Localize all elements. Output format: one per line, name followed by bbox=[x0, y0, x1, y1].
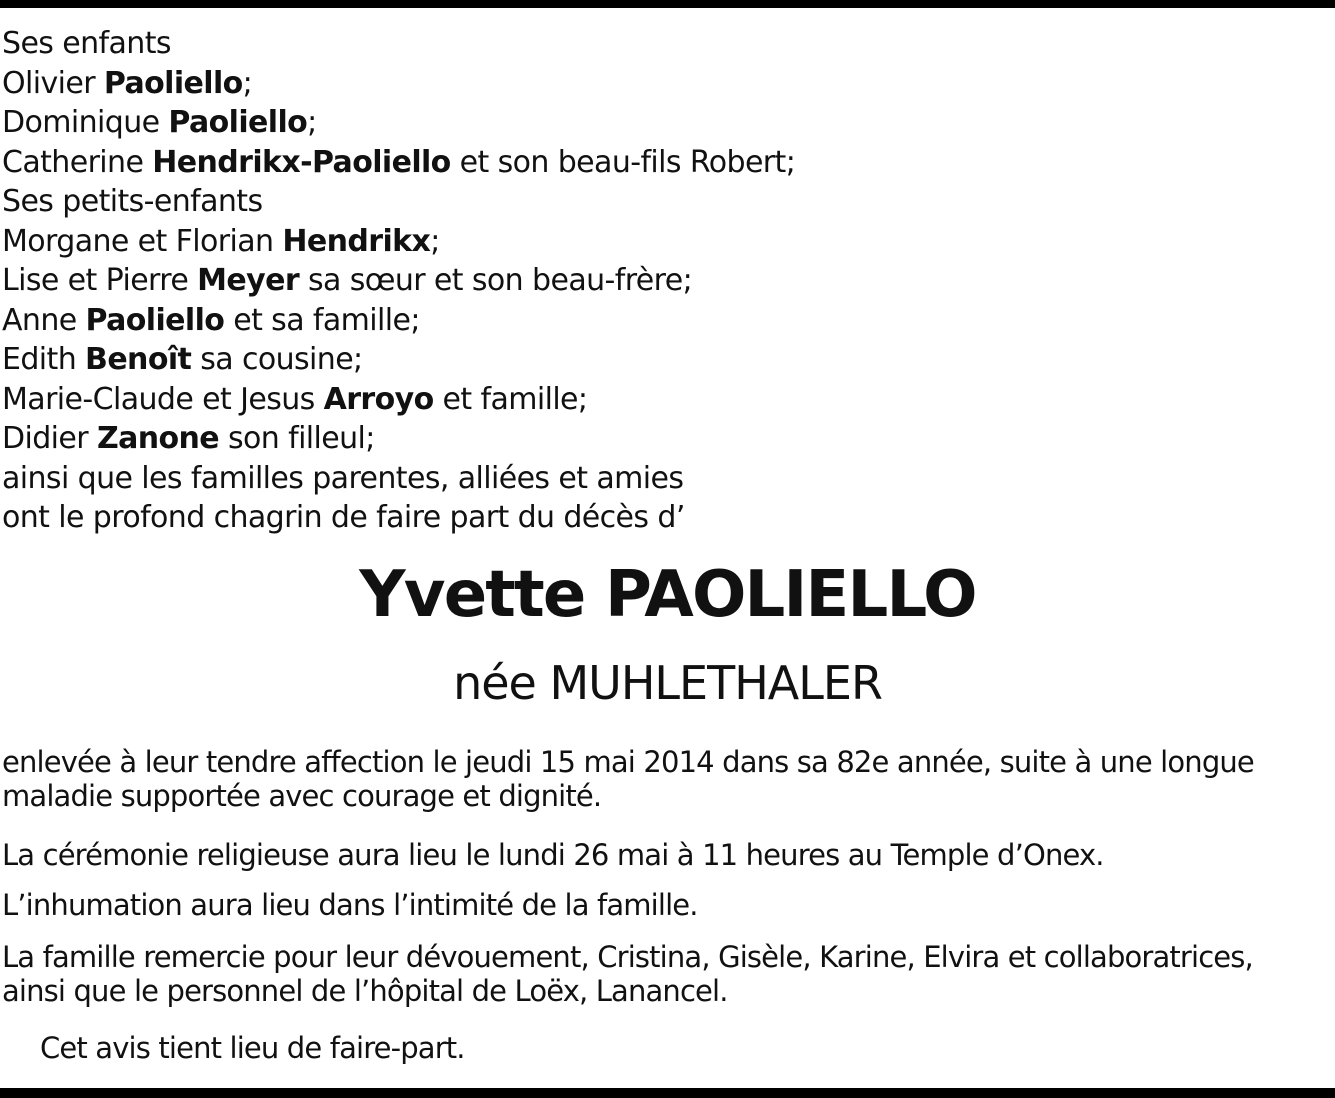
mourner-text: et son beau-fils Robert; bbox=[450, 144, 796, 180]
family-name: Paoliello bbox=[103, 65, 243, 101]
death-announcement-line-2: maladie supportée avec courage et dignité. bbox=[2, 779, 602, 813]
mourner-text: Ses enfants bbox=[2, 26, 171, 61]
family-name: Paoliello bbox=[168, 105, 308, 140]
mourner-text: et sa famille; bbox=[224, 302, 420, 338]
mourner-text: Marie-Claude et Jesus bbox=[2, 381, 324, 417]
ceremony-paragraph bbox=[2, 838, 1335, 872]
mourner-line bbox=[2, 64, 1322, 104]
mourner-text: Dominique bbox=[2, 105, 169, 140]
mourner-line bbox=[2, 261, 1322, 301]
mourner-text: ; bbox=[307, 105, 317, 140]
mourner-line bbox=[2, 459, 1322, 499]
mourner-text: Catherine bbox=[2, 144, 153, 180]
burial-paragraph bbox=[2, 888, 1335, 922]
mourner-text: Lise et Pierre bbox=[2, 263, 198, 298]
mourner-text: ont le profond chagrin de faire part du décès d’ bbox=[2, 500, 685, 535]
burial-text: L’inhumation aura lieu dans l’intimité de la famille. bbox=[2, 888, 698, 922]
thanks-line-1: La famille remercie pour leur dévouement, Cristina, Gisèle, Karine, Elvira et collaboratrices, bbox=[2, 940, 1253, 974]
family-name: Arroyo bbox=[323, 381, 434, 417]
family-name: Hendrikx bbox=[282, 223, 431, 259]
notice-paragraph bbox=[40, 1031, 1240, 1065]
mourner-text: son filleul; bbox=[219, 421, 375, 456]
mourner-line bbox=[2, 498, 1322, 538]
mourners-list bbox=[2, 24, 1322, 538]
mourner-line bbox=[2, 340, 1322, 380]
ceremony-text: La cérémonie religieuse aura lieu le lundi 26 mai à 11 heures au Temple d’Onex. bbox=[2, 838, 1104, 872]
mourner-text: ; bbox=[242, 65, 253, 101]
mourner-text: Edith bbox=[2, 342, 86, 377]
family-name: Benoît bbox=[85, 342, 192, 377]
death-announcement-paragraph bbox=[2, 745, 1335, 813]
mourner-line bbox=[2, 143, 1322, 183]
mourner-text: sa cousine; bbox=[191, 342, 363, 377]
mourner-line bbox=[2, 380, 1322, 420]
mourner-line bbox=[2, 222, 1322, 262]
thanks-line-2: ainsi que le personnel de l’hôpital de Loëx, Lanancel. bbox=[2, 974, 728, 1008]
mourner-line bbox=[2, 301, 1322, 341]
mourner-text: Olivier bbox=[2, 65, 104, 101]
mourner-text: ainsi que les familles parentes, alliées et amies bbox=[2, 460, 684, 496]
mourner-text: sa sœur et son beau-frère; bbox=[299, 263, 693, 298]
top-border-rule bbox=[0, 0, 1335, 8]
mourner-line bbox=[2, 182, 1322, 222]
notice-text: Cet avis tient lieu de faire-part. bbox=[40, 1031, 465, 1065]
family-name: Hendrikx-Paoliello bbox=[152, 144, 451, 180]
mourner-line bbox=[2, 24, 1322, 64]
mourner-text: Ses petits-enfants bbox=[2, 184, 263, 219]
mourner-text: Morgane et Florian bbox=[2, 223, 283, 259]
deceased-name: Yvette PAOLIELLO bbox=[359, 558, 976, 632]
maiden-name: née MUHLETHALER bbox=[453, 656, 882, 710]
mourner-text: Anne bbox=[2, 302, 86, 338]
death-announcement-line-1: enlevée à leur tendre affection le jeudi 15 mai 2014 dans sa 82e année, suite à une longue bbox=[2, 745, 1254, 779]
family-name: Meyer bbox=[197, 263, 300, 298]
family-name: Zanone bbox=[96, 421, 220, 456]
mourner-text: Didier bbox=[2, 421, 97, 456]
mourner-text: ; bbox=[430, 223, 440, 259]
bottom-border-rule bbox=[0, 1088, 1335, 1098]
mourner-line bbox=[2, 103, 1322, 143]
mourner-line bbox=[2, 419, 1322, 459]
family-name: Paoliello bbox=[85, 302, 225, 338]
mourner-text: et famille; bbox=[433, 381, 588, 417]
thanks-paragraph bbox=[2, 940, 1335, 1008]
